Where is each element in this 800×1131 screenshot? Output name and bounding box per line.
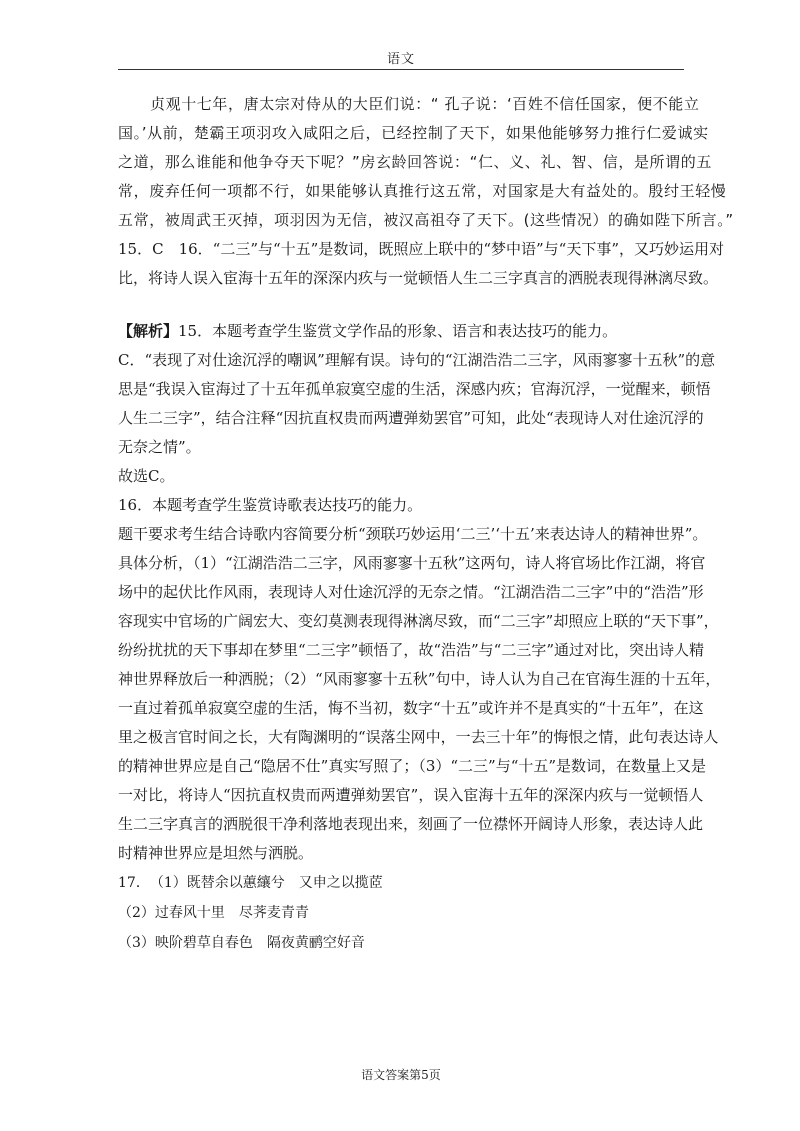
analysis-line: 时精神世界应是坦然与洒脱。 [118, 844, 314, 862]
analysis-line: 里之极言官时间之长，大有陶渊明的“误落尘网中，一去三十年”的悔恨之情，此句表达诗人 [118, 728, 719, 746]
answer-line: 比，将诗人误入宦海十五年的深深内疚与一觉顿悟人生二三字真言的洒脱表现得淋漓尽致。 [118, 269, 719, 287]
analysis-line: 场中的起伏比作风雨，表现诗人对仕途沉浮的无奈之情。“江湖浩浩二三字”中的“浩浩”形 [118, 583, 704, 601]
header-rule [118, 69, 684, 70]
analysis-line: 具体分析，（1）“江湖浩浩二三字，风雨寥寥十五秋”这两句，诗人将官场比作江湖，将官 [118, 554, 706, 572]
analysis-line: 纷纷扰扰的天下事却在梦里“二三字”顿悟了，故“浩浩”与“二三字”通过对比，突出诗人精 [118, 641, 705, 659]
analysis-label: 【解析】 [118, 322, 179, 340]
analysis-line: C．“表现了对仕途沉浮的嘲讽”理解有误。诗句的“江湖浩浩二三字，风雨寥寥十五秋”的意 [118, 351, 716, 369]
analysis-line: 一直过着孤单寂寞空虚的生活，悔不当初，数字“十五”或许并不是真实的“十五年”，在这 [118, 699, 704, 717]
analysis-line: 一对比，将诗人“因抗直权贵而两遭弹劾罢官”，误入宦海十五年的深深内疚与一觉顿悟人 [118, 786, 704, 804]
document-body [118, 90, 734, 958]
answers-block [118, 235, 725, 293]
analysis-block [118, 317, 721, 868]
analysis-line [118, 317, 686, 346]
translation-line: 贞观十七年，唐太宗对侍从的大臣们说：“ 孔子说：‘百姓不信任国家，便不能立 [150, 95, 700, 113]
page-header: 语文 [386, 52, 415, 67]
q17-line: （2）过春风十里 尽荠麦青青 [118, 905, 309, 921]
analysis-line: 思是“我误入宦海过了十五年孤单寂寞空虚的生活，深感内疚；官海沉浮，一觉醒来，顿悟 [118, 380, 711, 398]
analysis-line: 16．本题考查学生鉴赏诗歌表达技巧的能力。 [118, 496, 423, 514]
analysis-line: 生二三字真言的洒脱很干净利落地表现出来，刻画了一位襟怀开阔诗人形象，表达诗人此 [118, 815, 704, 833]
q17-line: 17． （1）既替余以蕙纕兮 又申之以揽茝 [118, 875, 383, 891]
translation-line: 常，废弃任何一项都不行，如果能够认真推行这五常，对国家是大有益处的。殷纣王轻慢 [118, 182, 727, 200]
analysis-line: 人生二三字”，结合注释“因抗直权贵而两遭弹劾罢官”可知，此处“表现诗人对仕途沉浮的 [118, 409, 704, 427]
page-footer: 语文答案第5页 [361, 1068, 441, 1082]
analysis-line: 故选C。 [118, 467, 175, 485]
analysis-line: 神世界释放后一种洒脱；（2）“风雨寥寥十五秋”句中，诗人认为自己在官海生涯的十五年， [118, 670, 721, 688]
answer-line: 15．C 16．“二三”与“十五”是数词，既照应上联中的“梦中语”与“天下事”，又巧妙运用对 [118, 240, 725, 258]
analysis-line: 题干要求考生结合诗歌内容简要分析“颈联巧妙运用‘二三’‘十五’来表达诗人的精神世界”。 [118, 525, 708, 543]
analysis-line: 的精神世界应是自己“隐居不仕”真实写照了；（3）“二三”与“十五”是数词，在数量上又是 [118, 757, 707, 775]
translation-line: 之道，那么谁能和他争夺天下呢？”房玄龄回答说：“仁、义、礼、智、信，是所谓的五 [118, 153, 712, 171]
analysis-line: 容现实中官场的广阔宏大、变幻莫测表现得淋漓尽致，而“二三字”却照应上联的“天下事”， [118, 612, 719, 630]
q17-line: （3）映阶碧草自春色 隔夜黄鹂空好音 [118, 935, 365, 951]
translation-line: 国。’从前，楚霸王项羽攻入咸阳之后，已经控制了天下，如果他能够努力推行仁爱诚实 [118, 124, 709, 142]
analysis-line: 无奈之情”。 [118, 438, 201, 456]
question-17-block [118, 868, 686, 958]
translation-block [118, 90, 734, 235]
spacer [118, 293, 686, 317]
analysis-text: 15．本题考查学生鉴赏文学作品的形象、语言和表达技巧的能力。 [178, 322, 618, 340]
translation-line: 五常，被周武王灭掉，项羽因为无信，被汉高祖夺了天下。(这些情况）的确如陛下所言。” [118, 211, 734, 229]
